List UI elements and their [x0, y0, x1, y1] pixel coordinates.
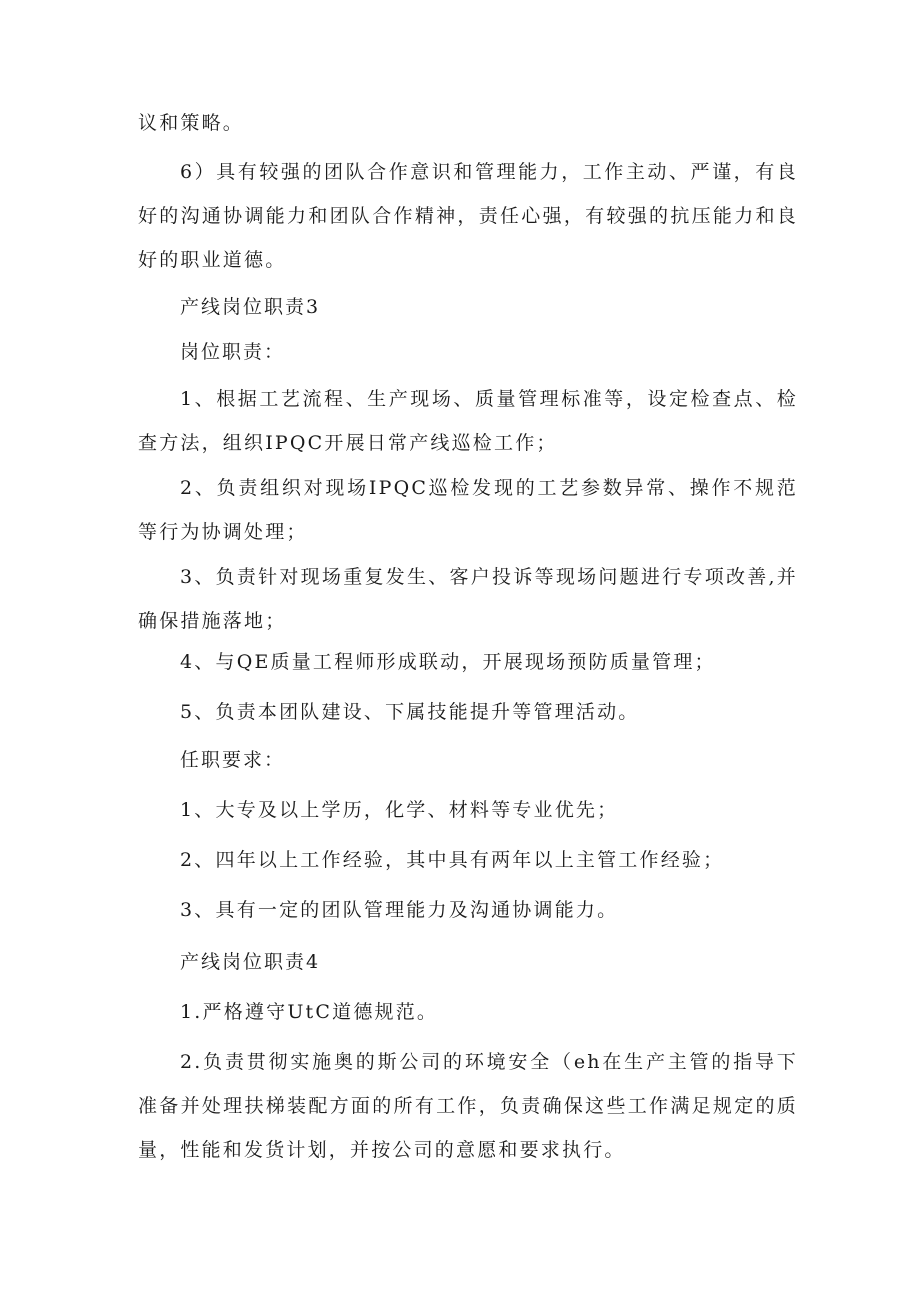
paragraph-requirement-6: 6）具有较强的团队合作意识和管理能力，工作主动、严谨，有良好的沟通协调能力和团队合作精神，责任心强，有较强的抗压能力和良好的职业道德。: [138, 161, 798, 271]
section-heading-3: 产线岗位职责3: [180, 296, 321, 318]
subheading-duties: 岗位职责：: [180, 341, 286, 363]
section-heading-4: 产线岗位职责4: [180, 951, 321, 973]
paragraph-continuation: 议和策略。: [138, 112, 245, 134]
subheading-requirements: 任职要求：: [180, 749, 286, 771]
duty-item-1: 1、根据工艺流程、生产现场、质量管理标准等，设定检查点、检查方法，组织IPQC开展日常产线巡检工作；: [138, 388, 798, 454]
requirement-item-2: 2、四年以上工作经验，其中具有两年以上主管工作经验；: [180, 849, 725, 871]
item-1-ethics: 1.严格遵守UtC道德规范。: [180, 1001, 439, 1023]
duty-item-4: 4、与QE质量工程师形成联动，开展现场预防质量管理；: [180, 651, 716, 673]
duty-item-3: 3、负责针对现场重复发生、客户投诉等现场问题进行专项改善,并确保措施落地；: [138, 566, 798, 632]
duty-item-5: 5、负责本团队建设、下属技能提升等管理活动。: [180, 701, 640, 723]
requirement-item-3: 3、具有一定的团队管理能力及沟通协调能力。: [180, 899, 619, 921]
requirement-item-1: 1、大专及以上学历，化学、材料等专业优先；: [180, 799, 619, 821]
item-2-responsibilities: 2.负责贯彻实施奥的斯公司的环境安全（eh在生产主管的指导下准备并处理扶梯装配方面的所有工作，负责确保这些工作满足规定的质量，性能和发货计划，并按公司的意愿和要求执行。: [138, 1051, 798, 1161]
duty-item-2: 2、负责组织对现场IPQC巡检发现的工艺参数异常、操作不规范等行为协调处理；: [138, 477, 798, 543]
